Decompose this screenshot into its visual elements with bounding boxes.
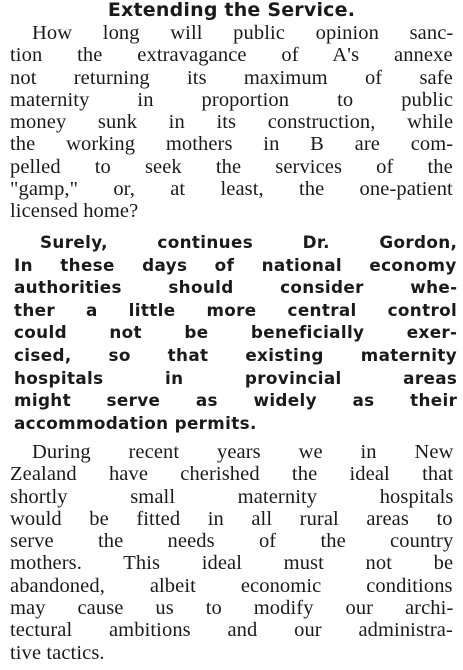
text-line: tectural ambitions and our administra- (10, 619, 453, 642)
text-line: "gamp," or, at least, the one-patient (10, 178, 453, 201)
text-line: tion the extravagance of A's annexe (10, 44, 453, 67)
text-line: authorities should consider whe- (14, 277, 458, 298)
text-line: not returning its maximum of safe (10, 66, 453, 89)
article-heading: Extending the Service. (107, 0, 356, 21)
text-line: During recent years we in New (32, 441, 454, 463)
paragraph-dr-gordon-quote (10, 231, 458, 434)
text-line: maternity in proportion to public (10, 88, 454, 111)
paragraph-rural-hospitals (10, 441, 453, 664)
text-line: would be fitted in all rural areas to (10, 507, 453, 530)
text-line: accommodation permits. (14, 412, 257, 433)
text-line: abandoned, albeit economic conditions (10, 574, 453, 597)
text-line: licensed home? (10, 200, 139, 223)
text-line: shortly small maternity hospitals (10, 485, 454, 508)
text-line: might serve as widely as their (14, 390, 458, 411)
text-line: How long will public opinion sanc- (32, 22, 454, 44)
text-line: In these days of national economy (14, 254, 457, 275)
paragraph-public-opinion (10, 22, 453, 223)
text-line: the working mothers in B are com- (10, 133, 454, 156)
text-line: tive tactics. (10, 641, 105, 664)
text-line: money sunk in its construction, while (10, 111, 454, 134)
text-line: hospitals in provincial areas (14, 367, 458, 388)
text-line: ther a little more central control (14, 299, 458, 320)
text-line: pelled to seek the services of the (10, 155, 453, 178)
text-line: Zealand have cherished the ideal that (10, 463, 454, 486)
text-line: may cause us to modify our archi- (10, 597, 454, 620)
text-line: Surely, continues Dr. Gordon, (40, 232, 458, 252)
text-line: could not be beneficially exer- (14, 322, 458, 343)
text-line: mothers. This ideal must not be (10, 552, 454, 575)
text-line: serve the needs of the country (10, 530, 454, 553)
text-line: cised, so that existing maternity (14, 344, 458, 365)
